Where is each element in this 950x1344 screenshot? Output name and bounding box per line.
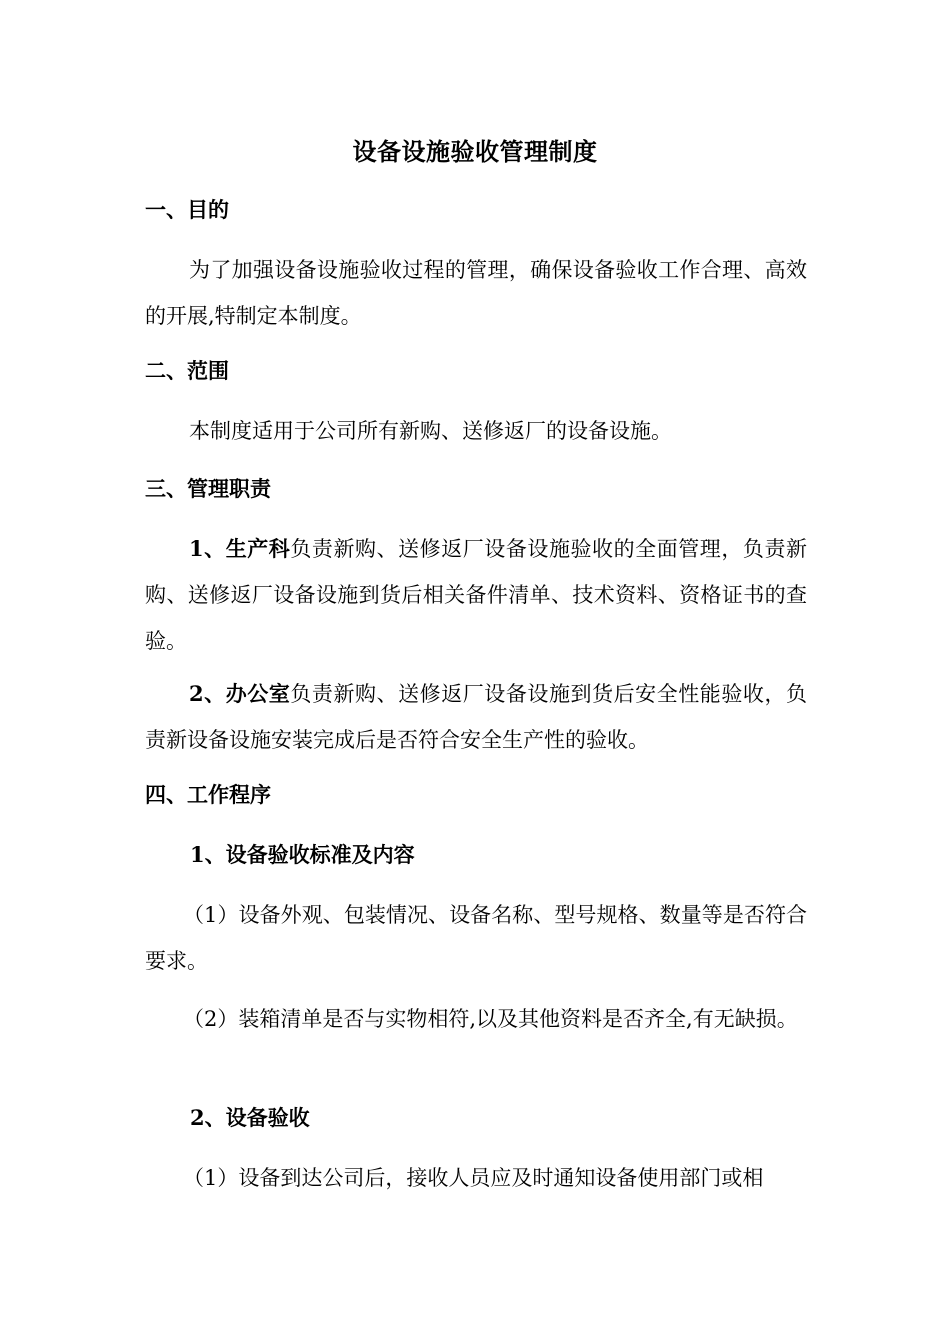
section-heading-scope: 二、范围 [145, 358, 229, 383]
document-title: 设备设施验收管理制度 [352, 137, 598, 166]
list-item: （2）装箱清单是否与实物相符,以及其他资料是否齐全,有无缺损。 [183, 1007, 798, 1031]
list-item: （1）设备到达公司后，接收人员应及时通知设备使用部门或相 [183, 1166, 764, 1190]
section-heading-responsibilities: 三、管理职责 [145, 476, 271, 501]
section-text-purpose: 为了加强设备设施验收过程的管理，确保设备验收工作合理、高效的开展,特制定本制度。 [145, 258, 807, 328]
responsibility-text: 负责新购、送修返厂设备设施验收的全面管理，负责新购、送修返厂设备设施到货后相关备件清单、技术资料、资格证书的查验。 [145, 537, 807, 653]
section-text-scope: 本制度适用于公司所有新购、送修返厂的设备设施。 [189, 419, 672, 443]
subheading-acceptance: 2、设备验收 [190, 1105, 310, 1130]
responsibility-item-office [145, 671, 807, 763]
list-item: （1）设备外观、包装情况、设备名称、型号规格、数量等是否符合要求。 [145, 903, 807, 973]
section-heading-purpose: 一、目的 [145, 197, 229, 222]
subheading-standards: 1、设备验收标准及内容 [190, 842, 415, 867]
responsibility-lead: 1、生产科 [189, 536, 291, 561]
section-heading-procedure: 四、工作程序 [145, 782, 271, 807]
responsibility-lead: 2、办公室 [189, 681, 291, 706]
responsibility-item-production [145, 526, 807, 664]
responsibility-text: 负责新购、送修返厂设备设施到货后安全性能验收，负责新设备设施安装完成后是否符合安全生产性的验收。 [145, 682, 807, 752]
